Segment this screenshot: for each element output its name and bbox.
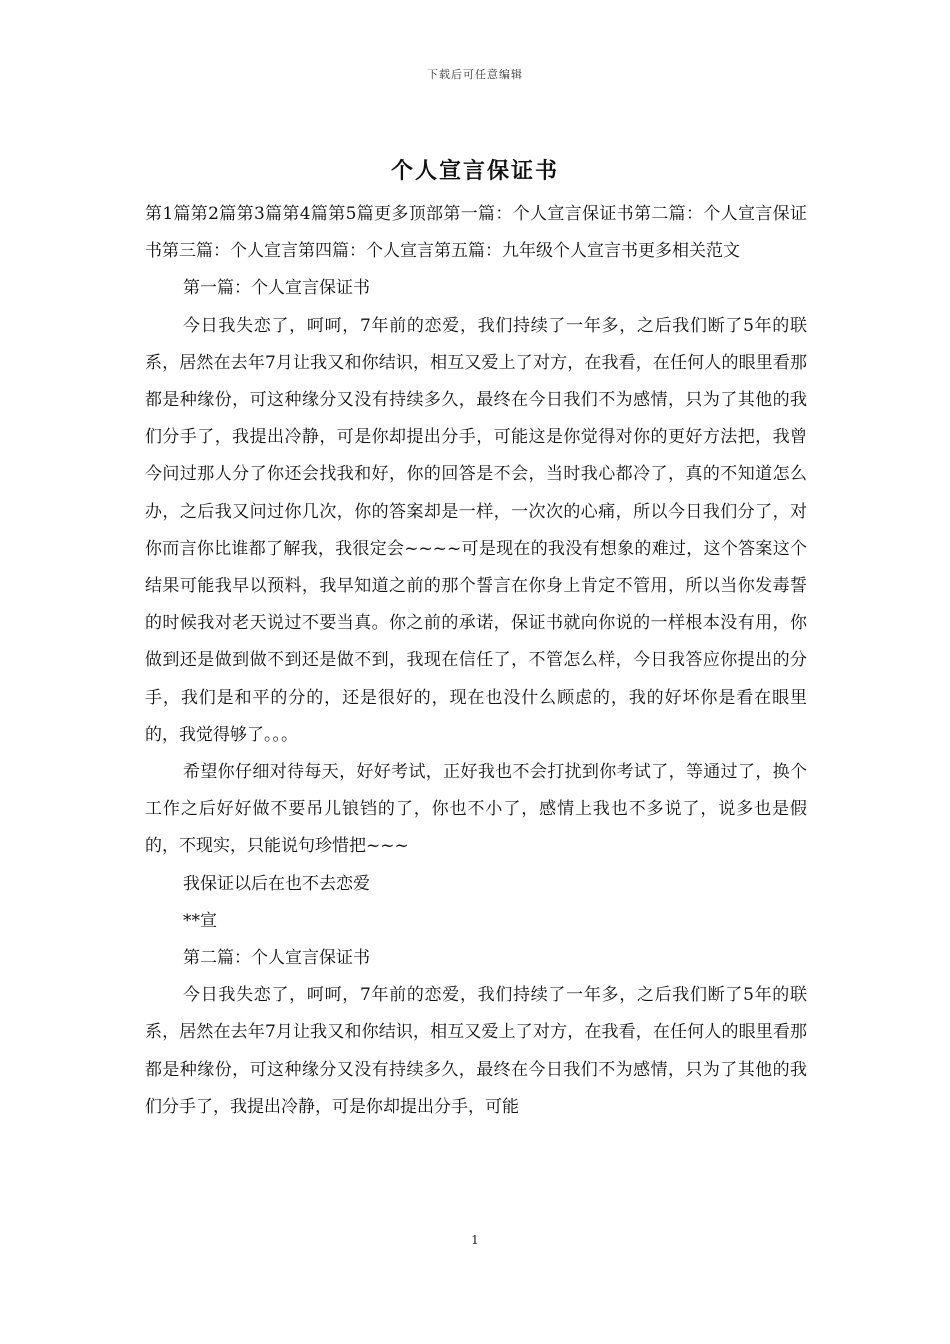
body-paragraph-2: 希望你仔细对待每天，好好考试，正好我也不会打扰到你考试了，等通过了，换个工作之后好好做不要吊儿锒铛的了，你也不小了，感情上我也不多说了，说多也是假的，不现实，只能说句珍惜把~~~ — [145, 762, 807, 857]
body-paragraph-3: 我保证以后在也不去恋爱 — [183, 873, 370, 894]
page-number: 1 — [471, 1233, 479, 1247]
page-header-note: 下载后可任意编辑 — [427, 68, 523, 81]
body-paragraph-4: 今日我失恋了，呵呵，7年前的恋爱，我们持续了一年多，之后我们断了5年的联系，居然在去年7月让我又和你结识，相互又爱上了对方，在我看，在任何人的眼里看那都是种缘份，可这种缘分又没有持续多久，最终在今日我们不为感情，只为了其他的我们分手了，我提出冷静，可是你却提出分手，可能 — [145, 985, 807, 1117]
body-paragraph-1: 今日我失恋了，呵呵，7年前的恋爱，我们持续了一年多，之后我们断了5年的联系，居然在去年7月让我又和你结识，相互又爱上了对方，在我看，在任何人的眼里看那都是种缘份，可这种缘分又没有持续多久，最终在今日我们不为感情，只为了其他的我们分手了，我提出冷静，可是你却提出分手，可能这是你觉得对你的更好方法把，我曾今问过那人分了你还会找我和好，你的回答是不会，当时我心都冷了，真的不知道怎么办，之后我又问过你几次，你的答案却是一样，一次次的心痛，所以今日我们分了，对你而言你比谁都了解我，我很定会~~~~可是现在的我没有想象的难过，这个答案这个结果可能我早以预料，我早知道之前的那个誓言在你身上肯定不管用，所以当你发毒誓的时候我对老天说过不要当真。你之前的承诺，保证书就向你说的一样根本没有用，你做到还是做到做不到还是做不到，我现在信任了，不管怎么样，今日我答应你提出的分手，我们是和平的分的，还是很好的，现在也没什么顾虑的，我的好坏你是看在眼里的，我觉得够了。。。 — [145, 315, 807, 745]
toc-paragraph: 第1篇第2篇第3篇第4篇第5篇更多顶部第一篇：个人宣言保证书第二篇：个人宣言保证书第三篇：个人宣言第四篇：个人宣言第五篇：九年级个人宣言书更多相关范文 — [145, 204, 807, 262]
signature-line: **宣 — [183, 910, 217, 931]
section-heading-2: 第二篇：个人宣言保证书 — [183, 948, 370, 969]
document-body — [145, 196, 807, 1126]
section-heading-1: 第一篇：个人宣言保证书 — [183, 278, 370, 299]
document-title: 个人宣言保证书 — [390, 158, 559, 184]
